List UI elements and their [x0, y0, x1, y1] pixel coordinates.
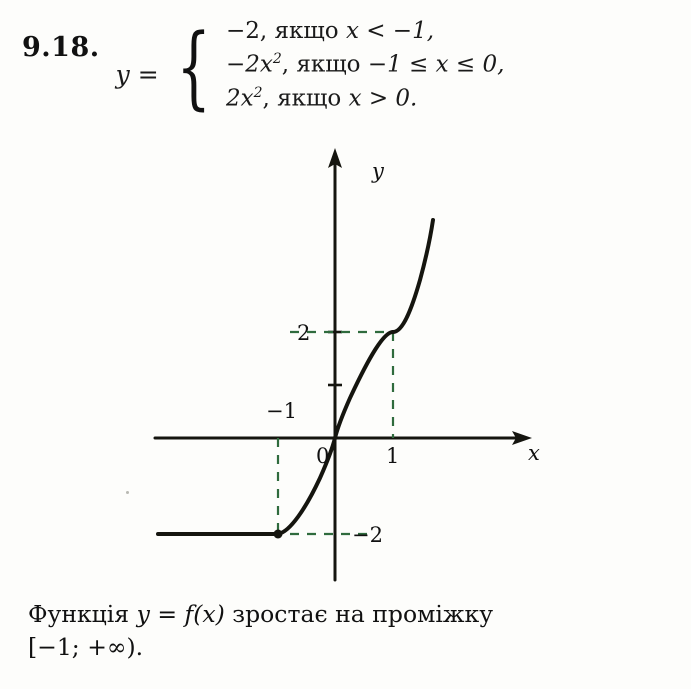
case-exponent: 2 — [272, 51, 282, 67]
case-value: −2, — [225, 18, 268, 44]
case-row — [226, 85, 504, 112]
page-speck — [126, 491, 129, 494]
case-value-tail: , — [281, 51, 290, 78]
curve-parabolic-branches — [278, 220, 433, 534]
case-value: 2x — [225, 85, 254, 112]
tick-label-x-neg1: −1 — [266, 399, 297, 423]
case-value: −2x — [225, 51, 273, 78]
case-row — [226, 18, 504, 44]
conclusion-prefix: Функція — [28, 600, 137, 628]
function-graph — [120, 140, 550, 590]
graph-svg — [120, 140, 550, 590]
case-condition-word: якщо — [274, 18, 339, 44]
case-value-tail: , — [262, 85, 270, 112]
case-domain: x < −1, — [345, 18, 435, 44]
case-condition-word: якщо — [277, 85, 342, 112]
left-brace: { — [176, 14, 211, 120]
y-axis — [328, 148, 342, 580]
tick-label-y-neg2: −2 — [352, 523, 383, 547]
tick-label-y-pos2: 2 — [297, 321, 311, 345]
case-row — [226, 51, 504, 78]
conclusion-function: y = f(x) — [136, 600, 225, 628]
piecewise-function — [115, 10, 505, 120]
conclusion-interval: [−1; +∞). — [28, 633, 144, 662]
endpoint-markers — [274, 530, 283, 539]
tick-label-x-pos1: 1 — [386, 444, 400, 468]
y-axis-label: y — [372, 159, 384, 183]
conclusion-suffix: зростає на проміжку — [224, 600, 494, 628]
case-condition-word: якщо — [296, 51, 361, 78]
problem-number: 9.18. — [22, 32, 100, 63]
case-list — [224, 18, 504, 111]
case-domain: x > 0. — [348, 85, 418, 112]
x-axis-label: x — [528, 441, 540, 465]
case-domain: −1 ≤ x ≤ 0, — [367, 51, 505, 78]
x-axis — [155, 431, 532, 445]
conclusion-text — [28, 598, 668, 665]
origin-label: 0 — [316, 444, 330, 468]
function-lhs: y = — [115, 60, 159, 90]
case-exponent: 2 — [253, 84, 263, 101]
problem-statement — [22, 10, 505, 120]
